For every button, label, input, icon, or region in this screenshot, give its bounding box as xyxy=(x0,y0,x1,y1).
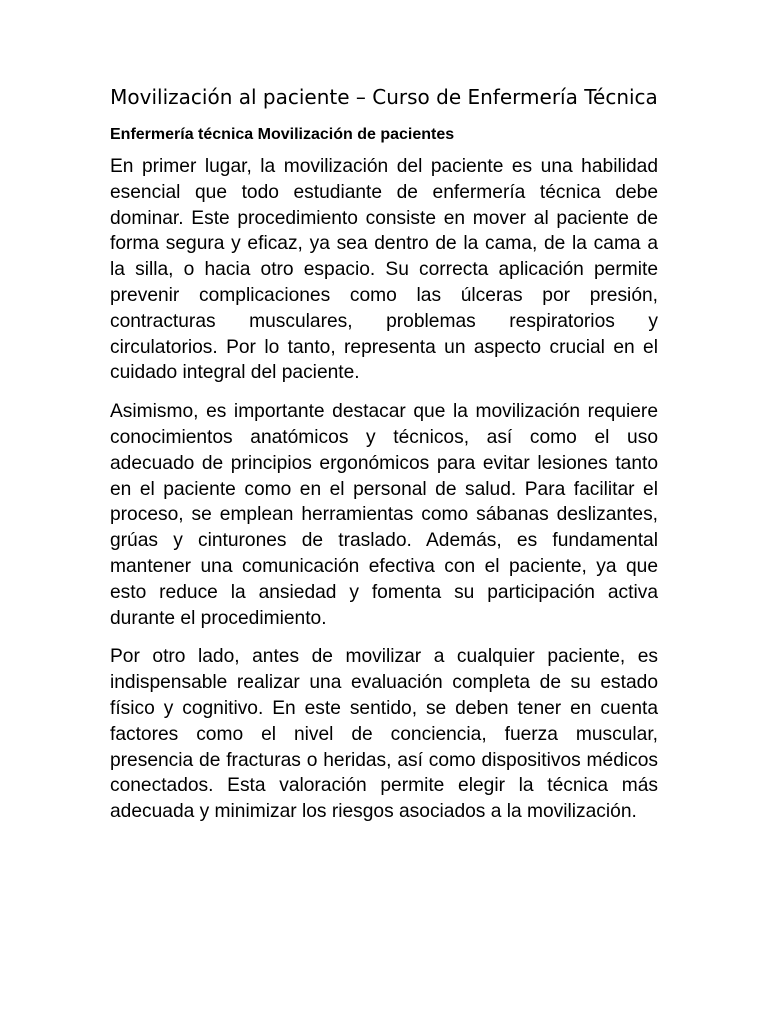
document-title: Movilización al paciente – Curso de Enfermería Técnica xyxy=(110,85,658,109)
document-page xyxy=(110,84,658,838)
document-subtitle: Enfermería técnica Movilización de pacientes xyxy=(110,126,455,143)
body-paragraph-2: Asimismo, es importante destacar que la movilización requiere conocimientos anatómicos y técnicos, así como el uso adecuado de principios ergonómicos para evitar lesiones tanto en el paciente como en el personal de salud. Para facilitar el proceso, se emplean herramientas como sábanas deslizantes, grúas y cinturones de traslado. Además, es fundamental mantener una comunicación efectiva con el paciente, ya que esto reduce la ansiedad y fomenta su participación activa durante el procedimiento. xyxy=(110,401,658,629)
body-paragraph-1: En primer lugar, la movilización del paciente es una habilidad esencial que todo estudiante de enfermería técnica debe dominar. Este procedimiento consiste en mover al paciente de forma segura y eficaz, ya sea dentro de la cama, de la cama a la silla, o hacia otro espacio. Su correcta aplicación permite prevenir complicaciones como las úlceras por presión, contracturas musculares, problemas respiratorios y circulatorios. Por lo tanto, representa un aspecto crucial en el cuidado integral del paciente. xyxy=(110,156,658,384)
body-paragraph-3: Por otro lado, antes de movilizar a cualquier paciente, es indispensable realizar una evaluación completa de su estado físico y cognitivo. En este sentido, se deben tener en cuenta factores como el nivel de conciencia, fuerza muscular, presencia de fracturas o heridas, así como dispositivos médicos conectados. Esta valoración permite elegir la técnica más adecuada y minimizar los riesgos asociados a la movilización. xyxy=(110,646,658,823)
